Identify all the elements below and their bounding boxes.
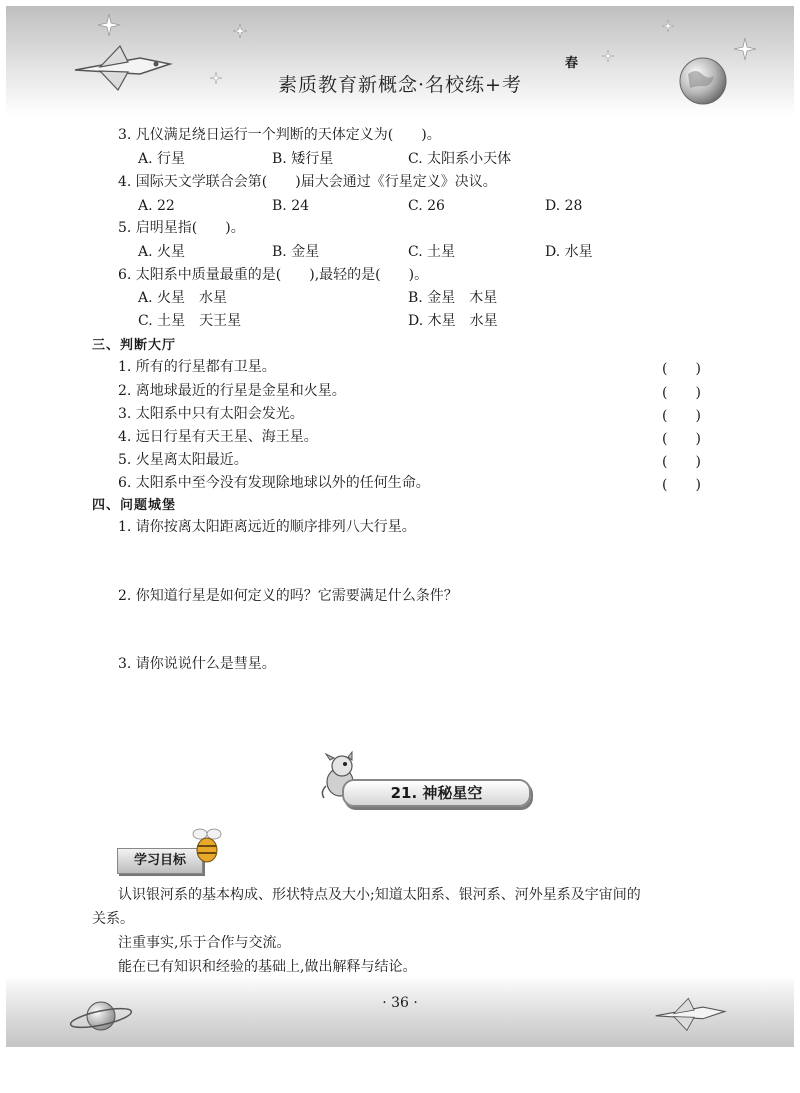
option: A. 火星 水星 [138,290,228,306]
page-header-title: 素质教育新概念·名校练+考 [278,74,522,96]
star-icon [662,20,674,32]
open-question: 3. 请你说说什么是彗星。 [118,656,276,672]
judge-item: 4. 远日行星有天王星、海王星。 [118,429,318,445]
star-icon [602,50,614,62]
option: B. 24 [272,198,310,214]
option: B. 矮行星 [272,151,334,167]
goal-paragraph: 能在已有知识和经验的基础上,做出解释与结论。 [118,959,417,975]
option: C. 土星 天王星 [138,313,242,329]
star-icon [233,24,247,38]
answer-paren: ( ) [662,431,701,447]
option: D. 28 [545,198,583,214]
answer-paren: ( ) [662,454,701,470]
star-icon [98,14,120,36]
judge-item: 3. 太阳系中只有太阳会发光。 [118,406,304,422]
judge-item: 2. 离地球最近的行星是金星和火星。 [118,383,346,399]
season-label: 春 [565,56,579,71]
section-title-questions: 四、问题城堡 [92,498,177,513]
answer-paren: ( ) [662,385,701,401]
judge-item: 6. 太阳系中至今没有发现除地球以外的任何生命。 [118,475,430,491]
option: A. 22 [138,198,175,214]
option: C. 26 [408,198,445,214]
option: D. 水星 [545,244,593,260]
lesson-title-banner: 21. 神秘星空 [342,779,531,807]
goal-paragraph: 注重事实,乐于合作与交流。 [118,935,291,951]
answer-paren: ( ) [662,361,701,377]
bee-mascot-icon [190,826,224,864]
question-4: 4. 国际天文学联合会第( )届大会通过《行星定义》决议。 [118,174,497,190]
open-question: 1. 请你按离太阳距离远近的顺序排列八大行星。 [118,519,416,535]
answer-paren: ( ) [662,408,701,424]
goal-paragraph: 认识银河系的基本构成、形状特点及大小;知道太阳系、银河系、河外星系及宇宙间的 [118,887,641,903]
open-question: 2. 你知道行星是如何定义的吗？它需要满足什么条件？ [118,588,458,604]
option: B. 金星 木星 [408,290,498,306]
option: A. 火星 [138,244,186,260]
option: C. 太阳系小天体 [408,151,512,167]
section-title-judge: 三、判断大厅 [92,338,177,353]
judge-item: 1. 所有的行星都有卫星。 [118,359,276,375]
answer-paren: ( ) [662,477,701,493]
option: D. 木星 水星 [408,313,498,329]
learning-goal-label: 学习目标 [117,848,203,874]
option: C. 土星 [408,244,456,260]
goal-paragraph: 关系。 [92,911,134,927]
option: A. 行星 [138,151,186,167]
page-number: · 36 · [382,995,418,1011]
option: B. 金星 [272,244,320,260]
question-5: 5. 启明星指( )。 [118,220,245,236]
question-3: 3. 凡仪满足绕日运行一个判断的天体定义为( )。 [118,127,441,143]
judge-item: 5. 火星离太阳最近。 [118,452,248,468]
star-icon [734,38,756,60]
question-6: 6. 太阳系中质量最重的是( ),最轻的是( )。 [118,267,429,283]
